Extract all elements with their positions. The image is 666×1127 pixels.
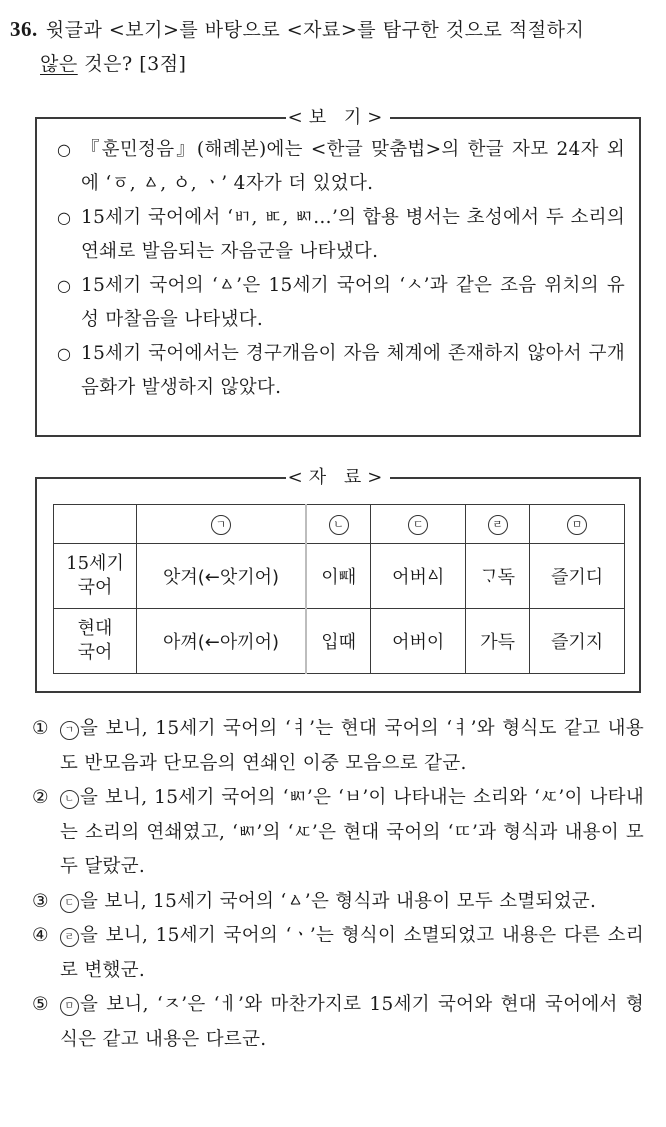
circled-letter-icon: ㅁ bbox=[567, 515, 587, 535]
bogi-box bbox=[35, 107, 641, 437]
question-line-1 bbox=[10, 12, 655, 47]
bullet-circle-icon: ○ bbox=[57, 344, 72, 363]
question-text: 윗글과 <보기>를 바탕으로 <자료>를 탐구한 것으로 적절하지 bbox=[45, 19, 585, 41]
circled-letter-icon: ㄴ bbox=[60, 790, 79, 809]
choice-number: ② bbox=[32, 787, 49, 808]
bogi-list bbox=[37, 119, 639, 405]
circled-letter-icon: ㄱ bbox=[211, 515, 231, 535]
table-cell: 아껴(←아끼어) bbox=[137, 609, 307, 674]
bogi-item: ○ 15세기 국어에서 ‘ㅲ, ㅳ, ㅴ…’의 합용 병서는 초성에서 두 소리의 연쇄로 발음되는 자음군을 나타냈다. bbox=[57, 201, 625, 269]
answer-choice-5[interactable]: ⑤ ㅁ 을 보니, ‘ㅈ’은 ‘ㅔ’와 마찬가지로 15세기 국어와 현대 국어에서 형식은 같고 내용은 다르군. bbox=[32, 988, 644, 1057]
question-number: 36. bbox=[10, 17, 38, 41]
header-cell bbox=[530, 505, 625, 544]
circled-letter-icon: ㄷ bbox=[408, 515, 428, 535]
bogi-title: <보 기> bbox=[287, 107, 389, 128]
circled-letter-icon: ㄱ bbox=[60, 721, 79, 740]
question-line-2 bbox=[10, 47, 655, 81]
answer-choice-4[interactable]: ④ ㄹ 을 보니, 15세기 국어의 ‘ㆍ’는 형식이 소멸되었고 내용은 다른 소리로 변했군. bbox=[32, 919, 644, 988]
table-cell: 어버이 bbox=[371, 609, 466, 674]
bullet-circle-icon: ○ bbox=[57, 276, 72, 295]
table-cell: 앗겨(←앗기어) bbox=[137, 544, 307, 609]
choice-number: ④ bbox=[32, 925, 49, 946]
circled-letter-icon: ㄹ bbox=[60, 928, 79, 947]
circled-letter-icon: ㄷ bbox=[60, 894, 79, 913]
circled-letter-icon: ㅁ bbox=[60, 997, 79, 1016]
header-empty-cell bbox=[54, 505, 137, 544]
bogi-item: ○ 15세기 국어의 ‘ㅿ’은 15세기 국어의 ‘ㅅ’과 같은 조음 위치의 유성 마찰음을 나타냈다. bbox=[57, 269, 625, 337]
bullet-circle-icon: ○ bbox=[57, 140, 72, 159]
header-cell bbox=[306, 505, 371, 544]
header-cell bbox=[137, 505, 307, 544]
table-cell: 가득 bbox=[466, 609, 530, 674]
circled-letter-icon: ㄴ bbox=[329, 515, 349, 535]
header-cell bbox=[466, 505, 530, 544]
row-label: 15세기 국어 bbox=[54, 544, 137, 609]
answer-choice-3[interactable]: ③ ㄷ 을 보니, 15세기 국어의 ‘ㅿ’은 형식과 내용이 모두 소멸되었군. bbox=[32, 885, 644, 920]
header-cell bbox=[371, 505, 466, 544]
table-header-row bbox=[54, 505, 625, 544]
choice-number: ① bbox=[32, 718, 49, 739]
row-label: 현대 국어 bbox=[54, 609, 137, 674]
jaryo-title: <자 료> bbox=[287, 467, 389, 488]
table-row bbox=[54, 544, 625, 609]
jaryo-table bbox=[53, 504, 625, 674]
circled-letter-icon: ㄹ bbox=[488, 515, 508, 535]
jaryo-box bbox=[35, 467, 641, 693]
question-text-rest: 것은? [3점] bbox=[77, 53, 187, 75]
choice-number: ③ bbox=[32, 890, 49, 912]
answer-choice-2[interactable]: ② ㄴ 을 보니, 15세기 국어의 ‘ㅴ’은 ‘ㅂ’이 나타내는 소리와 ‘ㅼ’이 나타내는 소리의 연쇄였고, ‘ㅴ’의 ‘ㅼ’은 현대 국어의 ‘ㄸ’과 형식과 내용이 모두 달랐군. bbox=[32, 781, 644, 885]
table-cell: 즐기지 bbox=[530, 609, 625, 674]
answer-choice-1[interactable]: ① ㄱ 을 보니, 15세기 국어의 ‘ㅕ’는 현대 국어의 ‘ㅕ’와 형식도 같고 내용도 반모음과 단모음의 연쇄인 이중 모음으로 같군. bbox=[32, 712, 644, 781]
table-cell: 입때 bbox=[306, 609, 371, 674]
question-stem bbox=[10, 12, 655, 81]
table-cell: 이ᄣᅢ bbox=[306, 544, 371, 609]
table-cell: ᄀᆞ독 bbox=[466, 544, 530, 609]
bullet-circle-icon: ○ bbox=[57, 208, 72, 227]
choice-number: ⑤ bbox=[32, 994, 49, 1015]
table-cell: 즐기디 bbox=[530, 544, 625, 609]
answer-choices bbox=[32, 712, 644, 1057]
table-cell: 어버ᅀᅵ bbox=[371, 544, 466, 609]
bogi-item: ○ 15세기 국어에서는 경구개음이 자음 체계에 존재하지 않아서 구개음화가 발생하지 않았다. bbox=[57, 337, 625, 405]
question-emphasis: 않은 bbox=[40, 53, 78, 75]
table-row bbox=[54, 609, 625, 674]
bogi-item: ○ 『훈민정음』(해례본)에는 <한글 맞춤법>의 한글 자모 24자 외에 ‘ㆆ, ㅿ, ㆁ, ㆍ’ 4자가 더 있었다. bbox=[57, 133, 625, 201]
